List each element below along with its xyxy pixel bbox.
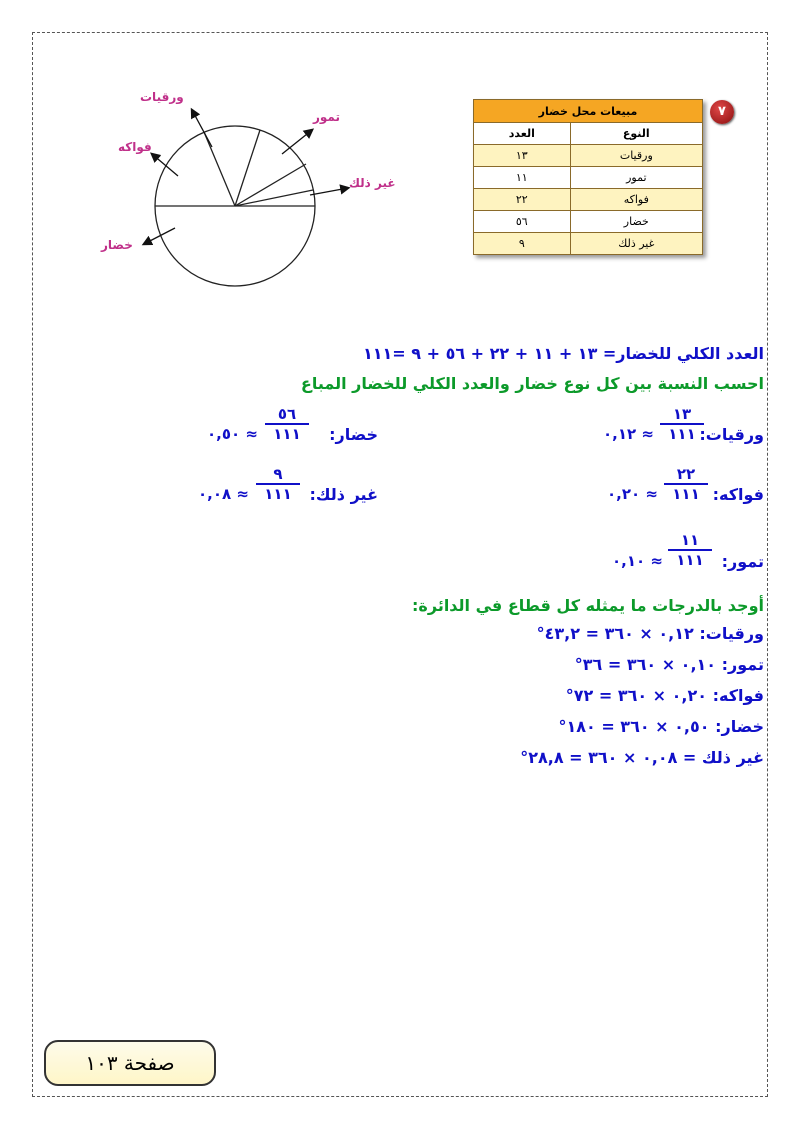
ratio-vegetables-label: خضار: bbox=[329, 425, 378, 444]
table-header-type: النوع bbox=[570, 123, 702, 145]
degree-line-leafy: ورقيات: ٠,١٢ × ٣٦٠ = ٤٣,٢° bbox=[536, 624, 764, 643]
table-row bbox=[474, 189, 703, 211]
degree-line-dates: تمور: ٠,١٠ × ٣٦٠ = ٣٦° bbox=[574, 655, 764, 674]
arrow-dates bbox=[282, 130, 312, 154]
ratio-dates-approx: ≈ ٠,١٠ bbox=[612, 552, 663, 570]
degree-line-fruits: فواكه: ٠,٢٠ × ٣٦٠ = ٧٢° bbox=[565, 686, 764, 705]
label-dates: تمور bbox=[313, 110, 340, 124]
ratio-heading: احسب النسبة بين كل نوع خضار والعدد الكلي للخضار المباع bbox=[300, 374, 764, 393]
table-header-count: العدد bbox=[474, 123, 571, 145]
table-cell-count: ٩ bbox=[474, 233, 571, 255]
page-number-label: صفحة ١٠٣ bbox=[44, 1040, 216, 1086]
label-leafy: ورقيات bbox=[140, 90, 184, 104]
table-cell-count: ٥٦ bbox=[474, 211, 571, 233]
arrow-other bbox=[310, 188, 348, 195]
table-cell-count: ٢٢ bbox=[474, 189, 571, 211]
table-cell-type: فواكه bbox=[570, 189, 702, 211]
table-row bbox=[474, 211, 703, 233]
degree-line-vegetables: خضار: ٠,٥٠ × ٣٦٠ = ١٨٠° bbox=[558, 717, 764, 736]
ratio-dates-fraction bbox=[668, 532, 712, 568]
sales-table-wrapper bbox=[473, 99, 703, 255]
ratio-fruits-fraction bbox=[664, 466, 708, 502]
total-count-line: العدد الكلي للخضار= ١٣ + ١١ + ٢٢ + ٥٦ + ٩ =١١١ bbox=[362, 344, 764, 363]
label-other: غير ذلك bbox=[349, 176, 396, 190]
question-number-badge: ٧ bbox=[710, 100, 734, 124]
label-fruits: فواكه bbox=[118, 140, 152, 154]
table-cell-count: ١١ bbox=[474, 167, 571, 189]
ratio-other-approx: ≈ ٠,٠٨ bbox=[198, 485, 249, 503]
table-row bbox=[474, 167, 703, 189]
table-cell-type: ورقيات bbox=[570, 145, 702, 167]
degrees-heading: أوجد بالدرجات ما يمثله كل قطاع في الدائرة: bbox=[412, 596, 764, 615]
ratio-vegetables-approx: ≈ ٠,٥٠ bbox=[207, 425, 258, 443]
degree-line-other: غير ذلك = ٠,٠٨ × ٣٦٠ = ٢٨,٨° bbox=[520, 748, 764, 767]
table-cell-type: خضار bbox=[570, 211, 702, 233]
table-cell-count: ١٣ bbox=[474, 145, 571, 167]
table-cell-type: تمور bbox=[570, 167, 702, 189]
ratio-vegetables-fraction bbox=[265, 406, 309, 442]
fraction-denominator: ١١١ bbox=[264, 485, 292, 503]
ratio-fruits-approx: ≈ ٠,٢٠ bbox=[607, 485, 658, 503]
table-title: مبيعات محل خضار bbox=[474, 100, 703, 123]
fraction-numerator: ١١ bbox=[680, 531, 700, 549]
sales-table bbox=[473, 99, 703, 255]
fraction-numerator: ٩ bbox=[273, 465, 283, 483]
fraction-numerator: ٢٢ bbox=[676, 465, 696, 483]
ratio-fruits-label: فواكه: bbox=[712, 485, 764, 504]
ratio-leafy-fraction bbox=[660, 406, 704, 442]
ratio-other-label: غير ذلك: bbox=[309, 485, 378, 504]
label-vegetables: خضار bbox=[101, 238, 133, 252]
ratio-leafy-label: ورقيات: bbox=[699, 425, 764, 444]
table-cell-type: غير ذلك bbox=[570, 233, 702, 255]
fraction-numerator: ١٣ bbox=[672, 405, 692, 423]
ratio-other-fraction bbox=[256, 466, 300, 502]
fraction-denominator: ١١١ bbox=[676, 551, 704, 569]
fraction-denominator: ١١١ bbox=[668, 425, 696, 443]
fraction-denominator: ١١١ bbox=[672, 485, 700, 503]
table-row bbox=[474, 145, 703, 167]
fraction-denominator: ١١١ bbox=[273, 425, 301, 443]
ratio-leafy-approx: ≈ ٠,١٢ bbox=[603, 425, 654, 443]
fraction-numerator: ٥٦ bbox=[277, 405, 297, 423]
pie-diagram bbox=[80, 80, 410, 310]
table-row bbox=[474, 233, 703, 255]
ratio-dates-label: تمور: bbox=[721, 552, 764, 571]
